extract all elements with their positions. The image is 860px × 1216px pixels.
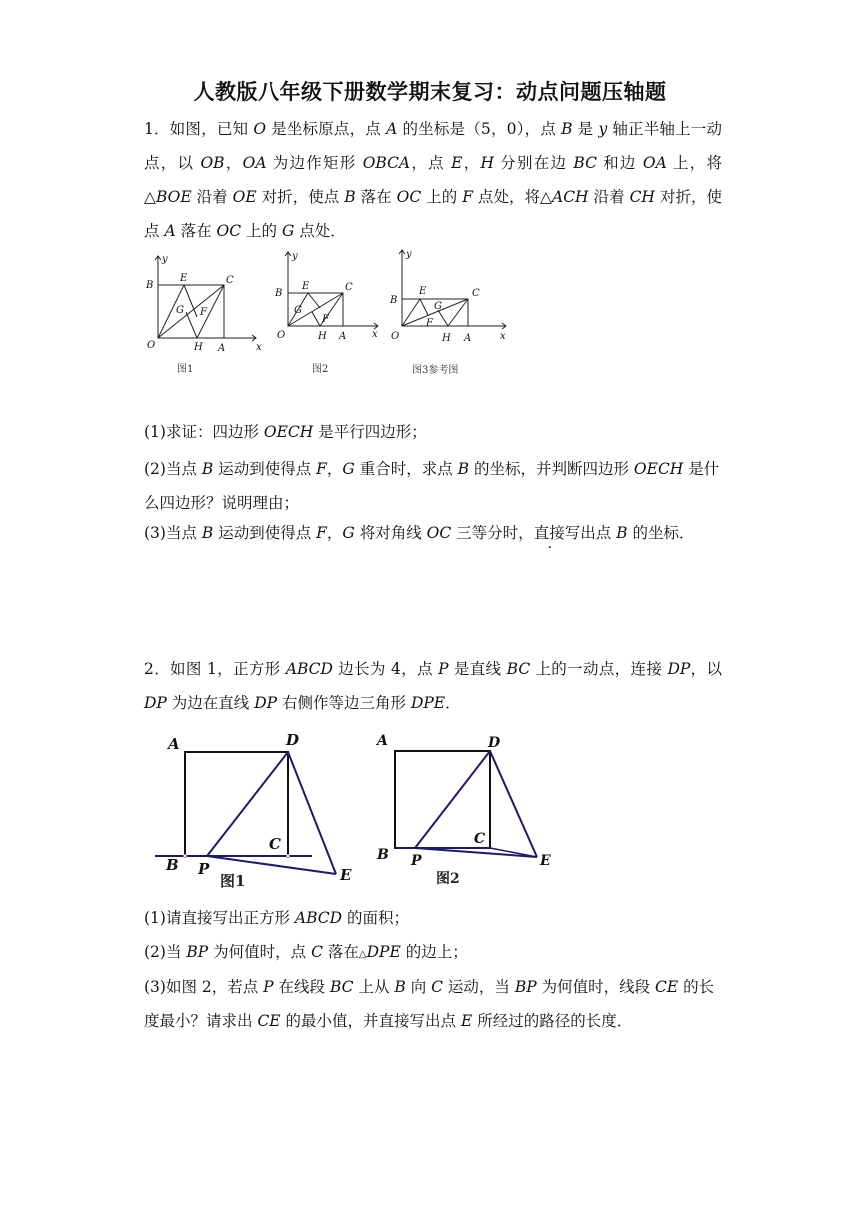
q2-sub2: (2)当 BP 为何值时，点 C 落在△DPE 的边上； [144, 943, 468, 961]
label-p: P [198, 860, 210, 878]
page-title: 人教版八年级下册数学期末复习：动点问题压轴题 [193, 80, 667, 104]
label-f: F [426, 318, 433, 329]
q2-stem: 2．如图 1，正方形 ABCD 边长为 4，点 P 是直线 BC 上的一动点，连接 DP，以 DP 为边在直线 DP 右侧作等边三角形 DPE． [144, 660, 722, 712]
q1-figure-3 [386, 246, 516, 380]
figure-caption: 图2 [312, 364, 329, 374]
label-g: G [294, 305, 302, 316]
label-b: B [146, 280, 154, 291]
q2-figure-2 [372, 725, 562, 890]
label-c: C [345, 282, 353, 293]
label-x: x [372, 329, 378, 340]
label-e: E [302, 281, 310, 292]
label-p: P [411, 853, 422, 869]
q2-sub3: (3)如图 2，若点 P 在线段 BC 上从 B 向 C 运动，当 BP 为何值时，线段 CE 的长度最小？请求出 CE 的最小值，并直接写出点 E 所经过的路径的长度． [144, 978, 715, 1030]
q1-figure-1 [142, 250, 267, 378]
label-e: E [340, 866, 352, 884]
label-x: x [256, 342, 262, 353]
figure-caption: 图2 [436, 871, 460, 887]
label-e: E [540, 853, 551, 869]
q1-stem: 1．如图，已知 O 是坐标原点，点 A 的坐标是（5，0），点 B 是 y 轴正半轴上一动点，以 OB，OA 为边作矩形 OBCA，点 E，H 分别在边 BC 和边 OA 上，将△BOE 沿着 OE 对折，使点 B 落在 OC 上的 F 点处，将△ACH 沿着 CH 对折，使点 A 落在 OC 上的 G 点处． [144, 120, 723, 240]
label-a: A [168, 735, 180, 753]
label-y: y [292, 251, 298, 262]
label-o: O [277, 330, 286, 341]
label-g: G [434, 301, 442, 312]
label-c: C [269, 835, 281, 853]
label-e: E [419, 286, 427, 297]
figure-caption: 图1 [220, 872, 246, 890]
label-a: A [464, 333, 472, 344]
label-h: H [194, 342, 203, 353]
q2-sub1: (1)请直接写出正方形 ABCD 的面积； [144, 909, 409, 927]
label-x: x [500, 331, 506, 342]
label-c: C [472, 288, 480, 299]
label-b: B [377, 847, 389, 863]
q1-figure-2 [272, 246, 387, 374]
label-y: y [162, 254, 168, 265]
label-h: H [442, 333, 451, 344]
label-y: y [406, 249, 412, 260]
q1-sub2: (2)当点 B 运动到使得点 F，G 重合时，求点 B 的坐标，并判断四边形 OECH 是什么四边形？说明理由； [144, 460, 720, 512]
label-d: D [488, 735, 501, 751]
label-c: C [474, 831, 486, 847]
label-a: A [218, 343, 226, 354]
label-c: C [226, 275, 234, 286]
label-a: A [339, 331, 347, 342]
label-g: G [176, 305, 184, 316]
label-h: H [318, 331, 327, 342]
label-e: E [180, 273, 188, 284]
label-b: B [275, 288, 283, 299]
figure-caption: 图3参考图 [412, 365, 459, 376]
label-f: F [322, 314, 329, 325]
label-d: D [286, 731, 300, 749]
label-b: B [390, 295, 398, 306]
label-a: A [377, 733, 388, 749]
q2-figure-1 [150, 725, 365, 895]
label-o: O [147, 340, 156, 351]
q1-sub3: (3)当点 B 运动到使得点 F，G 将对角线 OC 三等分时，直接写出点 B 的坐标． [144, 524, 695, 542]
label-f: F [200, 307, 207, 318]
label-o: O [391, 331, 400, 342]
q1-sub1: (1)求证：四边形 OECH 是平行四边形； [144, 423, 427, 441]
figure-caption: 图1 [177, 364, 194, 375]
label-b: B [166, 856, 179, 874]
